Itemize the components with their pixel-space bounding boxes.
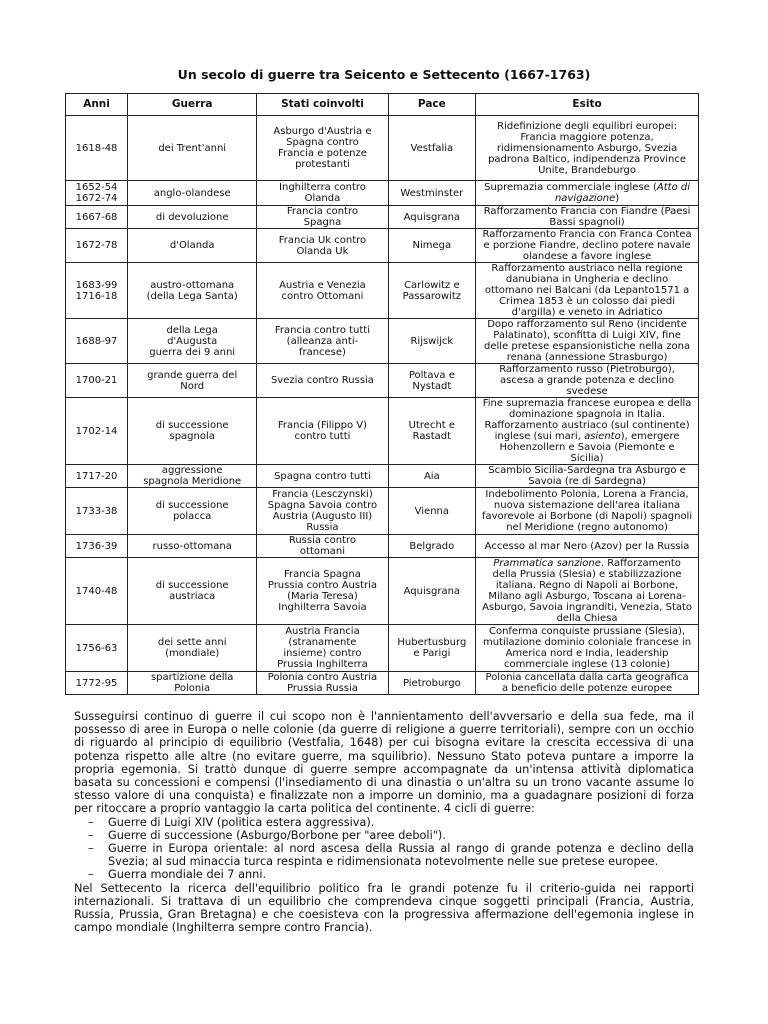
cell-guerra: austro-ottomana (della Lega Santa)	[128, 263, 257, 319]
cell-guerra: d'Olanda	[128, 229, 257, 263]
cell-pace: Poltava e Nystadt	[388, 364, 476, 398]
table-row	[66, 116, 699, 181]
esito-text: Supremazia commerciale inglese (	[484, 182, 657, 193]
cell-stati: Francia (Lesczynski) Spagna Savoia contro Austria (Augusto III) Russia	[257, 488, 388, 535]
esito-italic-term: asiento	[584, 431, 621, 442]
table-row	[66, 535, 699, 558]
header-stati: Stati coinvolti	[257, 94, 388, 116]
cell-pace: Nimega	[388, 229, 476, 263]
cell-pace: Aquisgrana	[388, 206, 476, 229]
cell-guerra: dei Trent'anni	[128, 116, 257, 181]
list-item-text: Guerra mondiale dei 7 anni.	[108, 868, 267, 882]
cell-pace: Aia	[388, 465, 476, 488]
cell-guerra: russo-ottomana	[128, 535, 257, 558]
cell-esito: Ridefinizione degli equilibri europei: Francia maggiore potenza, ridimensionamento Asburgo, Svezia padrona Baltico, indipendenza Province Unite, Brandeburgo	[476, 116, 699, 181]
bullet-dash: –	[88, 868, 94, 882]
table-row	[66, 488, 699, 535]
cell-anni: 1733-38	[66, 488, 128, 535]
cell-anni: 1740-48	[66, 558, 128, 625]
cell-guerra: aggressione spagnola Meridione	[128, 465, 257, 488]
war-cycles-list	[74, 816, 694, 882]
cell-pace: Westminster	[388, 181, 476, 206]
list-item-text: Guerre di successione (Asburgo/Borbone per "aree deboli").	[108, 828, 446, 842]
list-item-text: Guerre in Europa orientale: al nord ascesa della Russia al rango di grande potenza e declino della Svezia; al sud minaccia turca respinta e ridimensionata notevolmente nelle sue pretese europee.	[108, 842, 694, 869]
cell-anni: 1672-78	[66, 229, 128, 263]
cell-pace: Hubertusburg e Parigi	[388, 625, 476, 672]
esito-text: )	[615, 193, 620, 204]
paragraph-intro: Susseguirsi continuo di guerre il cui scopo non è l'annientamento dell'avversario e della sua fede, ma il possesso di aree in Europa o nelle colonie (da guerre di religione a guerre territoriali), sempre con un occhio di riguardo al principio di equilibrio (Vestfalia, 1648) per cui bisogna evitare la crescita eccessiva di una potenza rispetto alle altre (no evitare guerre, ma squilibrio). Nessuno Stato poteva puntare a imporre la propria egemonia. Si trattò dunque di guerre sempre accompagnate da un'intensa attività diplomatica basata su concessioni e compensi (l'insediamento di una dinastia o un'altra su un trono vacante assume lo stesso valore di una conquista) e finalizzate non a imporre un dominio, ma a guadagnare posizioni di forza per ritoccare a proprio vantaggio la carta politica del continente. 4 cicli di guerre:	[74, 710, 694, 816]
cell-pace: Aquisgrana	[388, 558, 476, 625]
table-row	[66, 229, 699, 263]
cell-pace: Vestfalia	[388, 116, 476, 181]
cell-esito: Rafforzamento austriaco nella regione danubiana in Ungheria e declino ottomano nei Balcani (da Lepanto1571 a Crimea 1853 è un colosso dai piedi d'argilla) e veneto in Adriatico	[476, 263, 699, 319]
cell-guerra: spartizione della Polonia	[128, 672, 257, 695]
list-item	[88, 816, 694, 829]
bullet-dash: –	[88, 842, 94, 856]
cell-esito	[476, 558, 699, 625]
esito-italic-term: Atto di navigazione	[554, 182, 690, 204]
cell-guerra: di successione polacca	[128, 488, 257, 535]
cell-guerra: grande guerra del Nord	[128, 364, 257, 398]
table-row	[66, 206, 699, 229]
cell-esito: Rafforzamento Francia con Fiandre (Paesi Bassi spagnoli)	[476, 206, 699, 229]
cell-stati: Russia contro ottomani	[257, 535, 388, 558]
cell-anni: 1688-97	[66, 319, 128, 364]
table-row	[66, 465, 699, 488]
cell-stati: Inghilterra contro Olanda	[257, 181, 388, 206]
cell-esito: Rafforzamento russo (Pietroburgo), ascesa a grande potenza e declino svedese	[476, 364, 699, 398]
cell-esito	[476, 398, 699, 465]
cell-guerra: della Lega d'Augusta guerra dei 9 anni	[128, 319, 257, 364]
list-item	[88, 842, 694, 868]
cell-stati: Francia Spagna Prussia contro Austria (Maria Teresa) Inghilterra Savoia	[257, 558, 388, 625]
header-pace: Pace	[388, 94, 476, 116]
cell-anni: 1618-48	[66, 116, 128, 181]
cell-stati: Francia Uk contro Olanda Uk	[257, 229, 388, 263]
cell-anni: 1700-21	[66, 364, 128, 398]
list-item-text: Guerre di Luigi XIV (politica estera aggressiva).	[108, 815, 375, 829]
list-item	[88, 829, 694, 842]
paragraph-conclusion: Nel Settecento la ricerca dell'equilibrio politico fra le grandi potenze fu il criterio-guida nei rapporti internazionali. Si trattava di un equilibrio che comprendeva cinque soggetti principali (Francia, Austria, Russia, Prussia, Gran Bretagna) e che coesisteva con la progressiva affermazione dell'egemonia inglese in campo mondiale (Inghilterra sempre contro Francia).	[74, 881, 694, 935]
esito-italic-term: Prammatica sanzione	[493, 558, 601, 569]
bullet-dash: –	[88, 828, 94, 842]
table-row	[66, 672, 699, 695]
cell-stati: Spagna contro tutti	[257, 465, 388, 488]
wars-table-body	[66, 116, 699, 695]
cell-anni: 1772-95	[66, 672, 128, 695]
cell-stati: Francia contro Spagna	[257, 206, 388, 229]
cell-stati: Austria Francia (stranamente insieme) contro Prussia Inghilterra	[257, 625, 388, 672]
wars-table	[65, 93, 699, 695]
list-item	[88, 868, 694, 881]
cell-esito: Scambio Sicilia-Sardegna tra Asburgo e Savoia (re di Sardegna)	[476, 465, 699, 488]
esito-text: ), emergere Hohenzollern e Savoia (Piemonte e Sicilia)	[499, 431, 680, 464]
cell-pace: Rijswijck	[388, 319, 476, 364]
cell-anni: 1702-14	[66, 398, 128, 465]
cell-anni: 1736-39	[66, 535, 128, 558]
cell-anni: 1667-68	[66, 206, 128, 229]
cell-anni: 1683-99 1716-18	[66, 263, 128, 319]
cell-esito: Dopo rafforzamento sul Reno (incidente Palatinato), sconfitta di Luigi XIV, fine delle pretese espansionistiche nella zona renana (annessione Strasburgo)	[476, 319, 699, 364]
cell-guerra: anglo-olandese	[128, 181, 257, 206]
table-row	[66, 181, 699, 206]
esito-text: . Rafforzamento della Prussia (Slesia) e stabilizzazione italiana. Regno di Napoli ai Borbone, Milano agli Asburgo, Toscana ai Lorena- Asburgo, Savoia ingranditi, Venezia, Stato della Chiesa	[482, 558, 693, 624]
table-row	[66, 364, 699, 398]
cell-esito: Indebolimento Polonia, Lorena a Francia, nuova sistemazione dell'area italiana favorevole ai Borbone (di Napoli) spagnoli nel Meridione (regno autonomo)	[476, 488, 699, 535]
cell-anni: 1652-54 1672-74	[66, 181, 128, 206]
cell-stati: Svezia contro Russia	[257, 364, 388, 398]
table-row	[66, 319, 699, 364]
cell-anni: 1717-20	[66, 465, 128, 488]
body-text	[74, 710, 694, 934]
cell-pace: Pietroburgo	[388, 672, 476, 695]
cell-pace: Vienna	[388, 488, 476, 535]
table-header-row	[66, 94, 699, 116]
table-row	[66, 625, 699, 672]
header-esito: Esito	[476, 94, 699, 116]
cell-pace: Carlowitz e Passarowitz	[388, 263, 476, 319]
cell-stati: Polonia contro Austria Prussia Russia	[257, 672, 388, 695]
cell-guerra: di devoluzione	[128, 206, 257, 229]
cell-pace: Belgrado	[388, 535, 476, 558]
bullet-dash: –	[88, 815, 94, 829]
header-anni: Anni	[66, 94, 128, 116]
table-row	[66, 263, 699, 319]
cell-anni: 1756-63	[66, 625, 128, 672]
cell-esito: Accesso al mar Nero (Azov) per la Russia	[476, 535, 699, 558]
cell-stati: Austria e Venezia contro Ottomani	[257, 263, 388, 319]
cell-stati: Asburgo d'Austria e Spagna contro Francia e potenze protestanti	[257, 116, 388, 181]
table-row	[66, 398, 699, 465]
esito-text: Fine supremazia francese europea e della dominazione spagnola in Italia. Rafforzamento austriaco (sul continente) inglese (sui mari,	[482, 398, 692, 442]
cell-esito: Polonia cancellata dalla carta geografica a beneficio delle potenze europee	[476, 672, 699, 695]
cell-guerra: di successione austriaca	[128, 558, 257, 625]
header-guerra: Guerra	[128, 94, 257, 116]
document-title: Un secolo di guerre tra Seicento e Settecento (1667-1763)	[177, 67, 591, 82]
cell-pace: Utrecht e Rastadt	[388, 398, 476, 465]
cell-stati: Francia (Filippo V) contro tutti	[257, 398, 388, 465]
cell-esito: Conferma conquiste prussiane (Slesia), mutilazione dominio coloniale francese in America nord e India, leadership commerciale inglese (13 colonie)	[476, 625, 699, 672]
cell-stati: Francia contro tutti (alleanza anti- francese)	[257, 319, 388, 364]
table-row	[66, 558, 699, 625]
cell-guerra: dei sette anni (mondiale)	[128, 625, 257, 672]
cell-esito: Rafforzamento Francia con Franca Contea e porzione Fiandre, declino potere navale olandese a favore inglese	[476, 229, 699, 263]
cell-guerra: di successione spagnola	[128, 398, 257, 465]
cell-esito	[476, 181, 699, 206]
